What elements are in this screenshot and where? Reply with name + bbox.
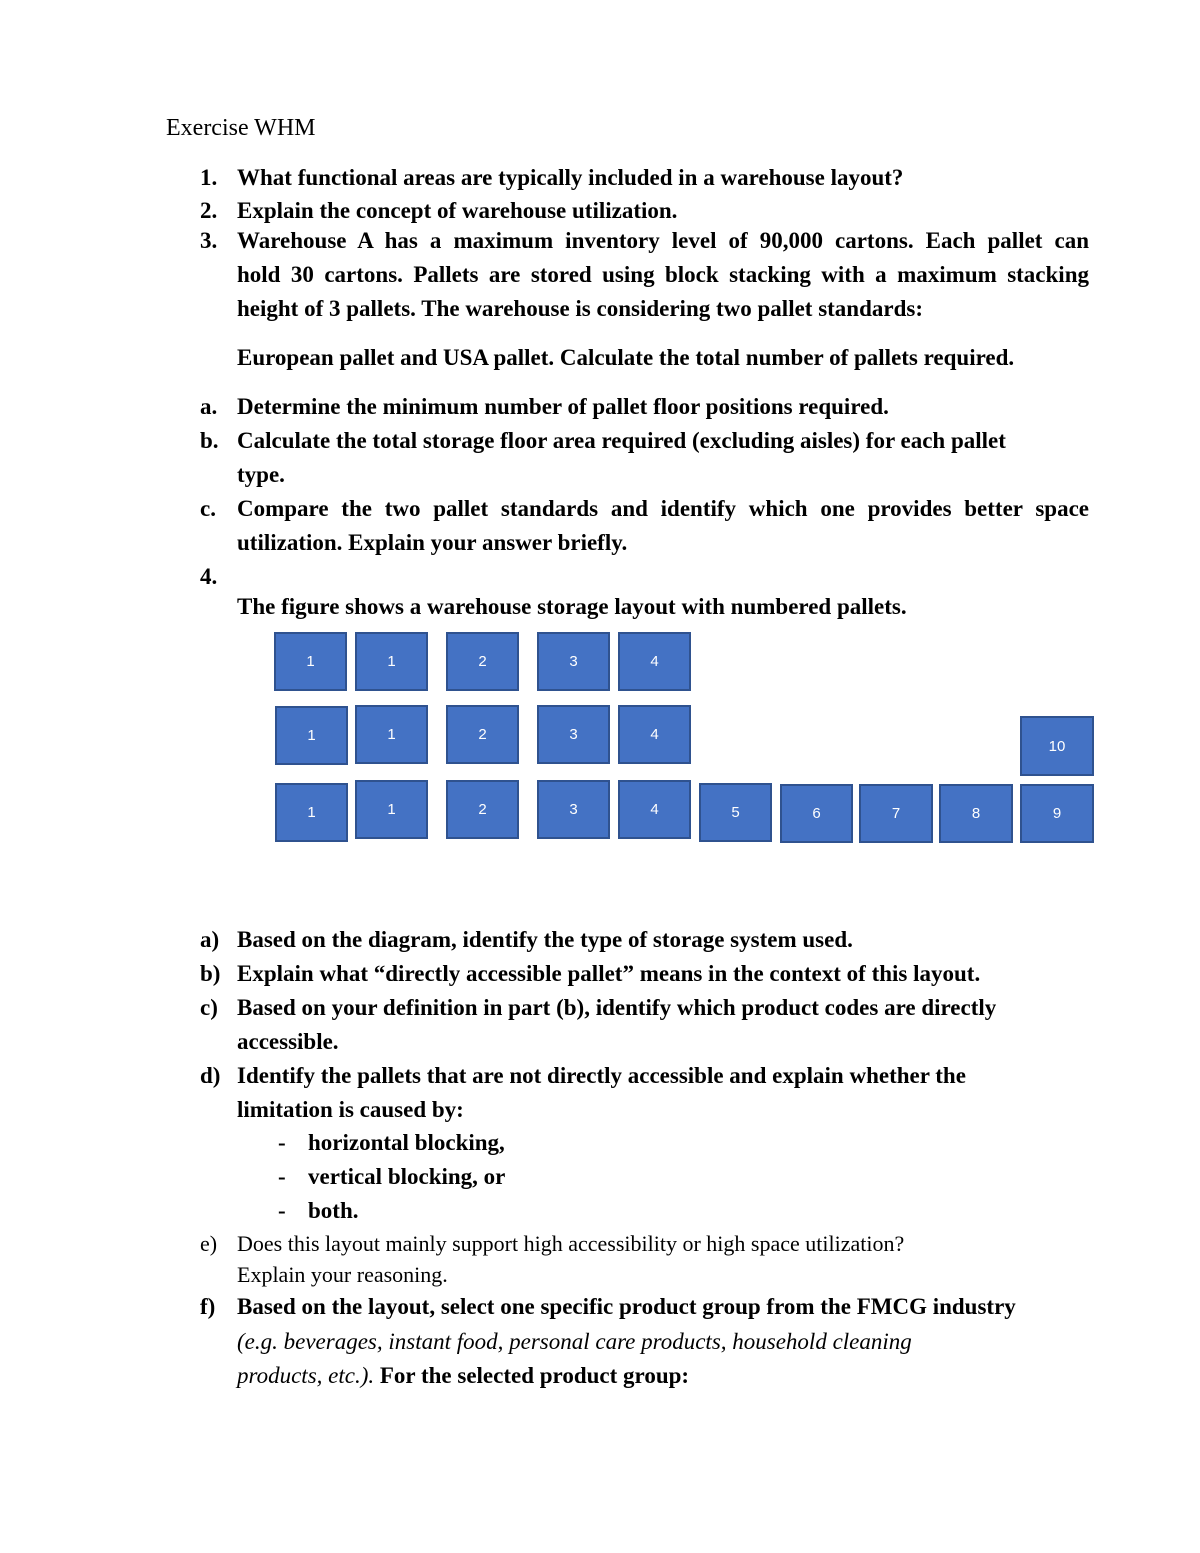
pallet: 2 bbox=[446, 705, 519, 764]
q3b-text: type. bbox=[237, 462, 285, 487]
q4a-text: Based on the diagram, identify the type of storage system used. bbox=[237, 927, 853, 952]
q4f-examples-end bbox=[237, 1361, 689, 1391]
pallet: 9 bbox=[1020, 784, 1094, 843]
pallet: 1 bbox=[274, 632, 347, 691]
q4f-label: f) bbox=[200, 1294, 216, 1319]
pallet: 3 bbox=[537, 780, 610, 839]
pallet: 1 bbox=[355, 705, 428, 764]
pallet: 4 bbox=[618, 705, 691, 764]
q4c-text: Based on your definition in part (b), identify which product codes are directly bbox=[237, 995, 997, 1020]
pallet: 3 bbox=[537, 632, 610, 691]
pallet: 4 bbox=[618, 632, 691, 691]
bullet-dash: - bbox=[278, 1198, 286, 1223]
pallet: 8 bbox=[939, 784, 1013, 843]
q3b-label: b. bbox=[200, 428, 219, 453]
pallet: 6 bbox=[780, 784, 853, 843]
q3c-text: utilization. Explain your answer briefly. bbox=[237, 530, 628, 555]
q3-pallet-standards: European pallet and USA pallet. Calculate the total number of pallets required. bbox=[237, 345, 1015, 370]
pallet: 1 bbox=[355, 632, 428, 691]
pallet: 2 bbox=[446, 632, 519, 691]
q4c-label: c) bbox=[200, 995, 218, 1020]
pallet: 1 bbox=[275, 783, 348, 842]
q4d-label: d) bbox=[200, 1063, 221, 1088]
pallet: 2 bbox=[446, 780, 519, 839]
q4f-examples-tail: products, etc.). bbox=[237, 1363, 375, 1388]
q4c-text: accessible. bbox=[237, 1029, 339, 1054]
q3a-text: Determine the minimum number of pallet floor positions required. bbox=[237, 394, 889, 419]
pallet: 10 bbox=[1020, 716, 1094, 776]
q4e-text: Does this layout mainly support high accessibility or high space utilization? bbox=[237, 1231, 905, 1256]
pallet: 7 bbox=[859, 784, 933, 843]
q3c-text: Compare the two pallet standards and identify which one provides better space bbox=[237, 496, 1089, 521]
q3-line: height of 3 pallets. The warehouse is considering two pallet standards: bbox=[237, 296, 924, 321]
page-title: Exercise WHM bbox=[166, 115, 316, 141]
q4d-text: Identify the pallets that are not directly accessible and explain whether the bbox=[237, 1063, 966, 1088]
q3b-text: Calculate the total storage floor area required (excluding aisles) for each pallet bbox=[237, 428, 1006, 453]
q4b-label: b) bbox=[200, 961, 221, 986]
q4d-text: limitation is caused by: bbox=[237, 1097, 464, 1122]
q4f-selected-group: For the selected product group: bbox=[374, 1363, 690, 1388]
q4b-text: Explain what “directly accessible pallet” means in the context of this layout. bbox=[237, 961, 981, 986]
pallet: 4 bbox=[618, 780, 691, 839]
q4f-examples: (e.g. beverages, instant food, personal care products, household cleaning bbox=[237, 1329, 912, 1354]
bullet-item: horizontal blocking, bbox=[308, 1130, 505, 1155]
q1-number: 1. bbox=[200, 165, 218, 190]
q3a-label: a. bbox=[200, 394, 218, 419]
pallet: 1 bbox=[355, 780, 428, 839]
q4f-text: Based on the layout, select one specific product group from the FMCG industry bbox=[237, 1294, 1016, 1319]
bullet-dash: - bbox=[278, 1130, 286, 1155]
q1-text: What functional areas are typically included in a warehouse layout? bbox=[237, 165, 904, 190]
q2-number: 2. bbox=[200, 198, 218, 223]
bullet-item: both. bbox=[308, 1198, 359, 1223]
q4e-label: e) bbox=[200, 1231, 218, 1256]
pallet: 3 bbox=[537, 705, 610, 764]
q3-number: 3. bbox=[200, 228, 218, 253]
pallet: 5 bbox=[699, 783, 772, 842]
q4-intro: The figure shows a warehouse storage layout with numbered pallets. bbox=[237, 594, 907, 619]
q3-line: hold 30 cartons. Pallets are stored using block stacking with a maximum stacking bbox=[237, 262, 1089, 287]
q2-text: Explain the concept of warehouse utilization. bbox=[237, 198, 678, 223]
pallet: 1 bbox=[275, 706, 348, 765]
bullet-dash: - bbox=[278, 1164, 286, 1189]
q4a-label: a) bbox=[200, 927, 220, 952]
q3c-label: c. bbox=[200, 496, 216, 521]
q3-line: Warehouse A has a maximum inventory level of 90,000 cartons. Each pallet can bbox=[237, 228, 1089, 253]
q4-number: 4. bbox=[200, 564, 218, 589]
q4e-text: Explain your reasoning. bbox=[237, 1262, 448, 1287]
bullet-item: vertical blocking, or bbox=[308, 1164, 506, 1189]
